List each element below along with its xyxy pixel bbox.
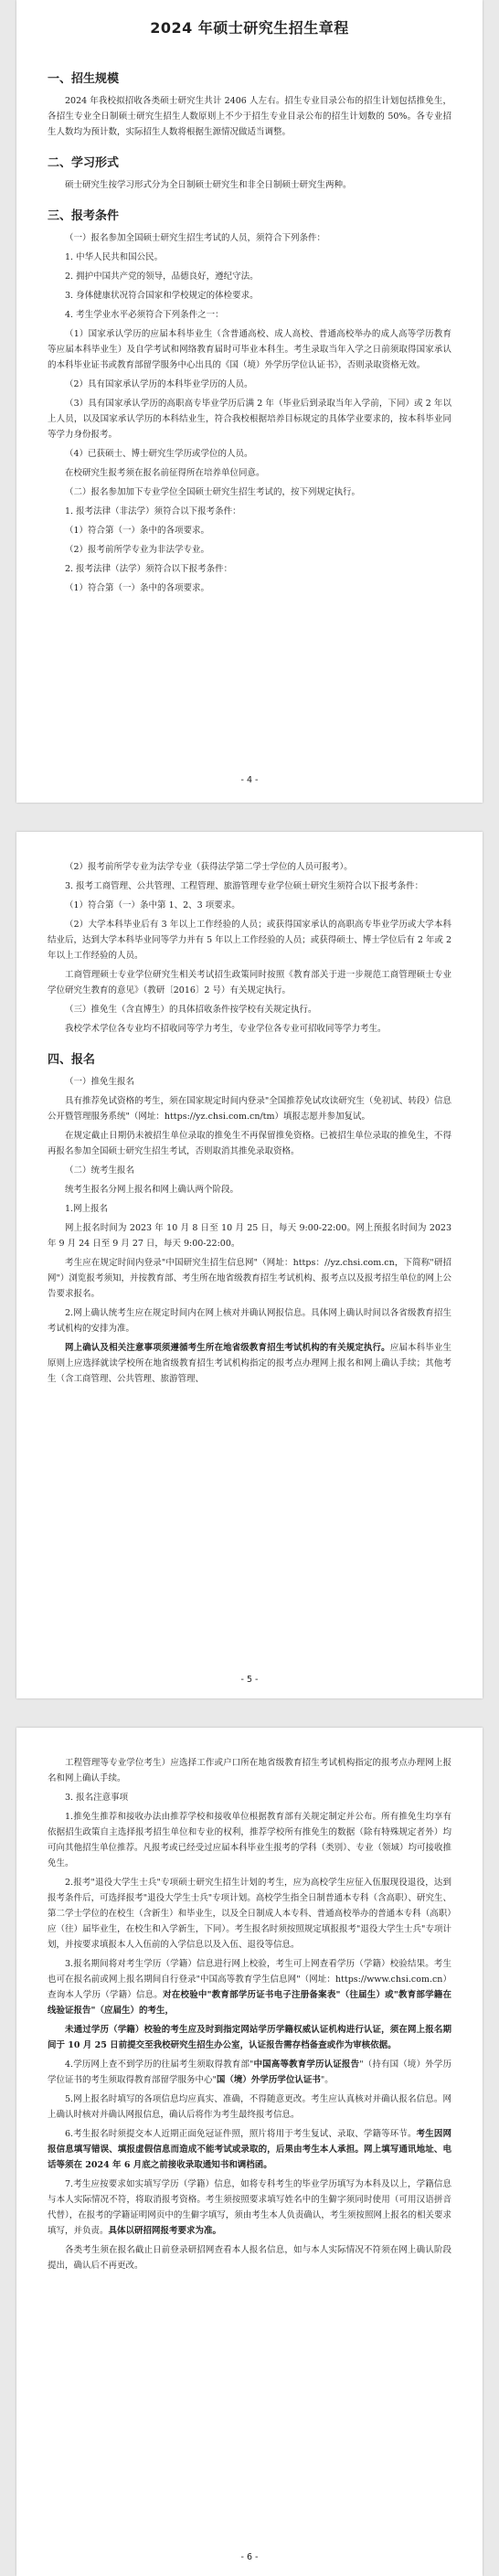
paragraph: （4）已获硕士、博士研究生学历或学位的人员。 [65, 449, 253, 459]
page-number: - 5 - [240, 1675, 259, 1685]
paragraph: 1.网上报名 [65, 1204, 109, 1214]
paragraph: （1）符合第（一）条中第 1、2、3 项要求。 [65, 900, 240, 910]
paragraph: 具有推荐免试资格的考生，须在国家规定时间内登录"全国推荐免试攻读研究生（免初试、转段）信息公开暨管理服务系统"（网址：https://yz.chsi.com.cn/tm）填报志愿并参加复试。 [48, 1096, 451, 1122]
paragraph: 1. 报考法律（非法学）须符合以下报考条件： [65, 506, 241, 516]
paragraph: 硕士研究生按学习形式分为全日制硕士研究生和非全日制硕士研究生两种。 [65, 180, 352, 190]
paragraph: 我校学术学位各专业均不招收同等学力考生，专业学位各专业可招收同等学力考生。 [65, 1024, 387, 1034]
paragraph: （1）符合第（一）条中的各项要求。 [65, 583, 210, 593]
text: "。 [320, 2075, 334, 2085]
paragraph [48, 2057, 451, 2088]
bold-text: 中国高等教育学历认证报告 [253, 2060, 360, 2070]
paragraph: 2.网上确认统考生应在规定时间内在网上核对并确认网报信息。具体网上确认时间以各省级教育招生考试机构的安排为准。 [48, 1308, 451, 1334]
paragraph: （1）国家承认学历的应届本科毕业生（含普通高校、成人高校、普通高校举办的成人高等学历教育等应届本科毕业生）及自学考试和网络教育届时可毕业本科生。考生录取当年入学之日前须取得国家承认的本科毕业证书或教育部留学服务中心出具的《国（境）外学历学位认证书》，否则录取资格无效。 [48, 329, 451, 370]
paragraph: 4. 考生学业水平必须符合下列条件之一： [65, 310, 224, 320]
page-number: - 6 - [240, 2552, 259, 2562]
text: 3.报名期间将对考生学历（学籍）信息进行网上校验，考生可上网查看学历（学籍）校验结果。考生也可在报名前或网上报名期间自行登录"中国高等教育学生信息网"（网址：https://www.chsi.com.cn）查询本人学历（学籍）信息。 [48, 1959, 451, 2000]
text: 4.学历网上查不到学历的往届考生须取得教育部" [65, 2060, 254, 2070]
paragraph: 3. 报考工商管理、公共管理、工程管理、旅游管理专业学位硕士研究生须符合以下报考条件： [65, 881, 424, 891]
paragraph: （3）具有国家承认学历的高职高专毕业学历后满 2 年（毕业后到录取当年入学前，下同）或 2 年以上人员，以及国家承认学历的本科结业生，符合我校根据培养目标规定的具体学业要求的，按本科毕业同等学力身份报考。 [48, 399, 451, 440]
text: 应届本科毕业生原则上应选择就读学校所在地省级教育招生考试机构指定的报考点办理网上报名和网上确认手续；其他考生（含工商管理、公共管理、旅游管理、 [48, 1343, 451, 1384]
paragraph: （二）报名参加加下专业学位全国硕士研究生招生考试的，按下列规定执行。 [65, 487, 361, 497]
paragraph: 2. 拥护中国共产党的领导，品德良好，遵纪守法。 [65, 271, 259, 282]
text: 6.考生报名时须提交本人近期正面免冠证件照，照片将用于考生复试、录取、学籍等环节。 [65, 2129, 417, 2139]
paragraph [48, 2177, 451, 2239]
paragraph: （2）大学本科毕业后有 3 年以上工作经验的人员；或获得国家承认的高职高专毕业学历或大学本科结业后，达到大学本科毕业同等学力并有 5 年以上工作经验的人员；或获得硕士、博士学位后有 2 年或 2 年以上工作经验的人员。 [48, 920, 451, 961]
paragraph: 在校研究生报考须在报名前征得所在培养单位同意。 [65, 468, 265, 478]
paragraph [48, 2126, 451, 2173]
section-heading: 三、报考条件 [48, 209, 120, 223]
paragraph: （1）符合第（一）条中的各项要求。 [65, 526, 210, 536]
paragraph: 各类考生须在报名截止日前登录研招网查看本人报名信息，如与本人实际情况不符须在网上确认阶段提出，确认后不再更改。 [48, 2245, 451, 2271]
paragraph: （一）推免生报名 [65, 1077, 135, 1087]
bold-text: 网上填写通讯地址、电话等须在 2024 年 6 月底之前接收录取通知书和调档函。 [48, 2145, 451, 2170]
bold-text: 对在校验中"教育部学历证书电子注册备案表"（往届生）或"教育部学籍在线验证报告"（应届生）的考生， [48, 1990, 451, 2016]
paragraph: 1. 中华人民共和国公民。 [65, 252, 164, 262]
paragraph: 工商管理硕士专业学位研究生相关考试招生政策同时按照《教育部关于进一步规范工商管理硕士专业学位研究生教育的意见》（教研〔2016〕2 号）有关规定执行。 [48, 970, 451, 995]
section-heading: 四、报名 [48, 1053, 96, 1067]
document-page-6 [16, 1728, 483, 2576]
paragraph: 网上报名时间为 2023 年 10 月 8 日至 10 月 25 日，每天 9:00-22:00。网上预报名时间为 2023 年 9 月 24 日至 9 月 27 日，每天 9:00-22:00。 [48, 1223, 451, 1249]
paragraph: （一）报名参加全国硕士研究生招生考试的人员，须符合下列条件： [65, 233, 326, 243]
paragraph: 2.报考"退役大学生士兵"专项硕士研究生招生计划的考生，应为高校学生应征入伍服现役退役，达到报考条件后，可选择报考"退役大学生士兵"专项计划。高校学生指全日制普通本专科（含高职）、研究生、第二学士学位的在校生（含新生）和毕业生，以及全日制成人本专科、普通高校举办的普通本专科（高职）应（往）届毕业生，在校生和入学新生，下同）。考生报名时须按照规定填报报考"退役大学生士兵"专项计划，并按要求填报本人入伍前的入学信息以及入伍、退役等信息。 [48, 1878, 451, 1950]
paragraph: 2. 报考法律（法学）须符合以下报考条件： [65, 564, 233, 574]
paragraph: 考生应在规定时间内登录"中国研究生招生信息网"（网址：https：//yz.chsi.com.cn，下简称"研招网"）浏览报考须知，并按教育部、考生所在地省级教育招生考试机构、报考点以及报考招生单位的网上公告要求报名。 [48, 1258, 451, 1299]
paragraph: 5.网上报名时填写的各项信息均应真实、准确，不得随意更改。考生应认真核对并确认报名信息。网上确认时核对并确认网报信息，确认后将作为考生最终报考信息。 [48, 2094, 451, 2120]
document-page-4 [16, 0, 483, 803]
paragraph: 3. 报名注意事项 [65, 1793, 129, 1803]
paragraph: 2024 年我校拟招收各类硕士研究生共计 2406 人左右。招生专业目录公布的招生计划包括推免生，各招生专业全日制硕士研究生招生人数原则上不少于招生专业目录公布的招生计划数的 50%。各专业招生人数均为预计数，实际招生人数将根据生源情况做适当调整。 [48, 96, 451, 137]
paragraph [48, 1340, 451, 1387]
paragraph: 3. 身体健康状况符合国家和学校规定的体检要求。 [65, 291, 259, 301]
bold-text: 网上确认及相关注意事项须遵循考生所在地省级教育招生考试机构的有关规定执行。 [65, 1343, 390, 1353]
paragraph: 工程管理等专业学位考生）应选择工作或户口所在地省级教育招生考试机构指定的报考点办理网上报名和网上确认手续。 [48, 1758, 451, 1783]
paragraph: （二）统考生报名 [65, 1166, 135, 1176]
page-number: - 4 - [240, 775, 259, 785]
paragraph: （2）报考前所学专业为法学专业（获得法学第二学士学位的人员可报考）。 [65, 862, 353, 872]
paragraph: 1.推免生推荐和接收办法由推荐学校和接收单位根据教育部有关规定制定并公布。所有推免生均享有依据招生政策自主选择报考招生单位和专业的权利，推荐学校所有推免生的数据（除有特殊规定者外）均可向其他招生单位推荐。凡报考或已经受过应届本科毕业生报考的学科（类别）、专业（领域）均可接收推免生。 [48, 1812, 451, 1868]
paragraph: 在规定截止日期仍未被招生单位录取的推免生不再保留推免资格。已被招生单位录取的推免生，不得再报名参加全国硕士研究生招生考试，否则取消其推免录取资格。 [48, 1131, 451, 1156]
text: 7.考生应按要求如实填写学历（学籍）信息，如将专科考生的毕业学历填写为本科及以上，学籍信息与本人实际情况不符，将取消报考资格。考生须按照要求填写姓名中的生僻字须同时使用（可用汉语拼音代替），在报考的学籍证明网页中的生僻字填写，须由考生本人负责确认，考生须按照网上报名的相关要求填写，并负责。 [48, 2179, 451, 2236]
paragraph [48, 1956, 451, 2018]
paragraph: （2）具有国家承认学历的本科毕业学历的人员。 [65, 379, 253, 389]
bold-text: 考生因网报信息填写错误、填报虚假信息而造成不能考试或录取的，后果由考生本人承担。 [48, 2129, 451, 2155]
section-heading: 一、招生规模 [48, 72, 120, 86]
text: "（持有国（境）外学历学位证书的考生须取得教育部留学服务中心" [48, 2060, 451, 2085]
section-heading: 二、学习形式 [48, 156, 120, 170]
bold-text: 国（境）外学历学位认证书 [216, 2075, 321, 2085]
document-page-5 [16, 832, 483, 1698]
paragraph: （2）报考前所学专业为非法学专业。 [65, 545, 210, 555]
paragraph: （三）推免生（含直博生）的具体招收条件按学校有关规定执行。 [65, 1005, 317, 1015]
bold-text: 具体以研招网报考要求为准。 [108, 2226, 222, 2236]
paragraph: 未通过学历（学籍）校验的考生应及时到指定网站学历学籍权威认证机构进行认证，须在网上报名期间于 10 月 25 日前提交至我校研究生招生办公室，认证报告需存档备查或作为审核依据。 [48, 2025, 451, 2050]
paragraph: 统考生报名分网上报名和网上确认两个阶段。 [65, 1185, 239, 1195]
document-title: 2024 年硕士研究生招生章程 [150, 19, 349, 37]
